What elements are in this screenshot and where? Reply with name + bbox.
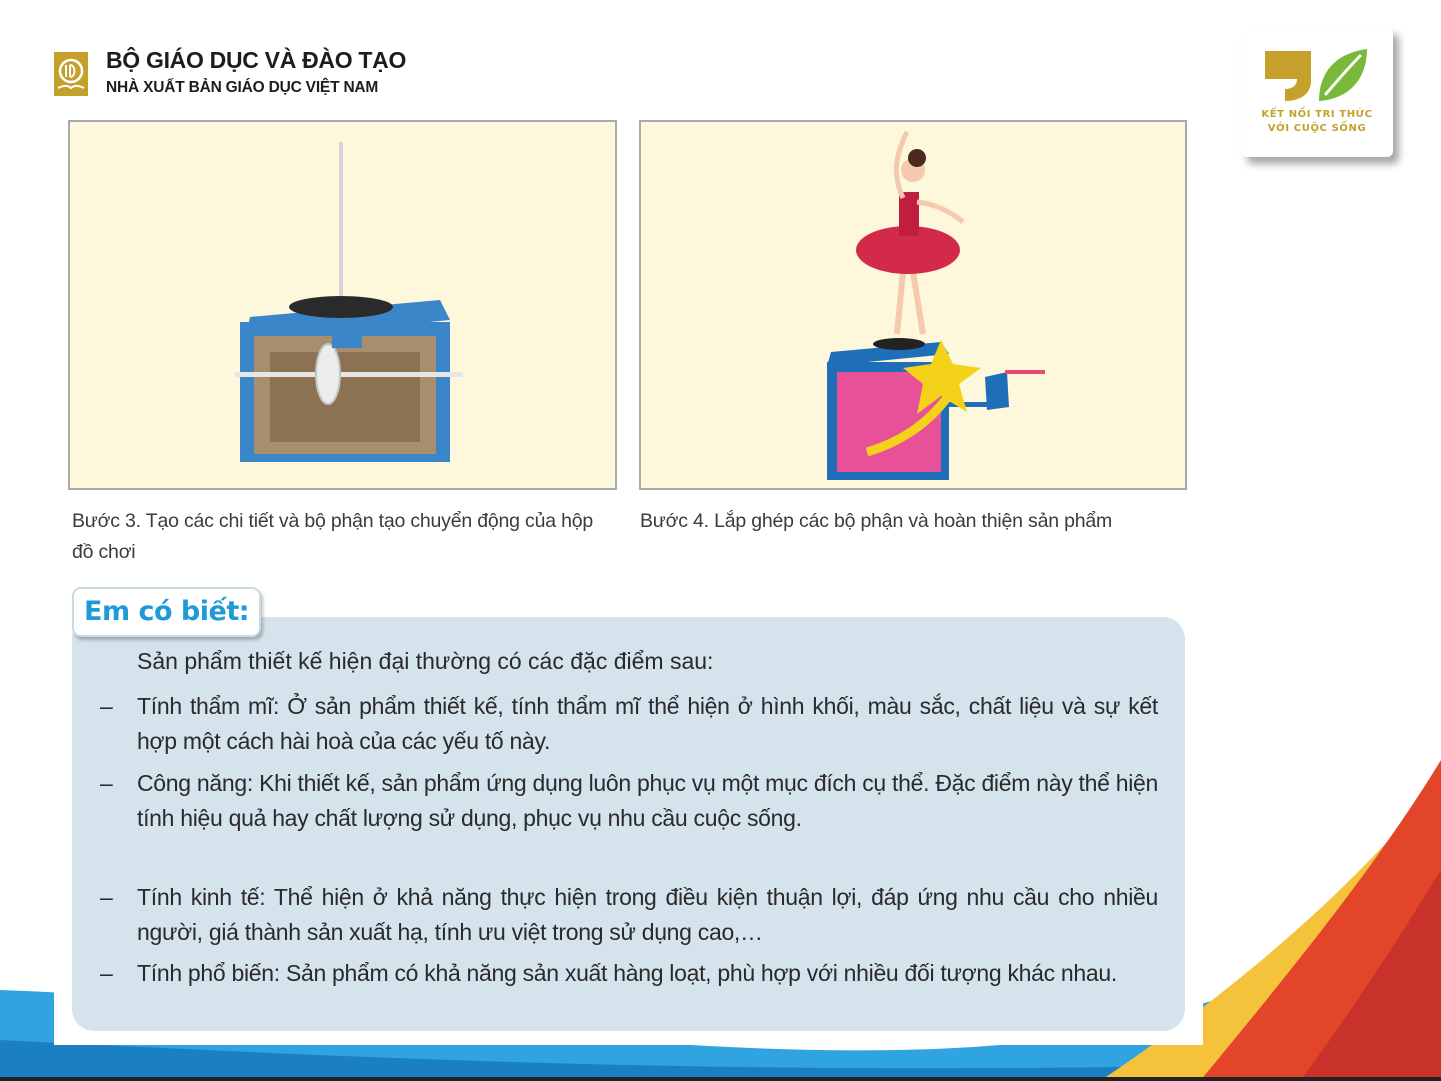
list-dash: – xyxy=(100,884,113,910)
publisher-name: BỘ GIÁO DỤC VÀ ĐÀO TẠO xyxy=(106,47,407,73)
figure-caption-step3: Bước 3. Tạo các chi tiết và bộ phận tạo chuyển động của hộp đồ chơi xyxy=(72,510,594,563)
cardboard-box-mechanism-image xyxy=(70,122,617,490)
list-item-text: Công năng: Khi thiết kế, sản phẩm ứng dụng luôn phục vụ một mục đích cụ thể. Đặc điểm này thể hiện tính hiệu quả hay chất lượng sử dụng, phục vụ nhu cầu cuộc sống. xyxy=(137,770,1158,831)
leaf-logo-icon xyxy=(1263,47,1369,103)
figure-caption-step4: Bước 4. Lắp ghép các bộ phận và hoàn thiện sản phẩm xyxy=(640,510,1113,532)
publisher-subname: NHÀ XUẤT BẢN GIÁO DỤC VIỆT NAM xyxy=(106,79,379,96)
list-item-text: Tính phổ biến: Sản phẩm có khả năng sản xuất hàng loạt, phù hợp với nhiều đối tượng khác nhau. xyxy=(137,960,1117,986)
list-dash: – xyxy=(100,960,113,986)
list-dash: – xyxy=(100,693,113,719)
info-box-intro: Sản phẩm thiết kế hiện đại thường có các đặc điểm sau: xyxy=(137,648,714,674)
brand-slogan-line1: KẾT NỐI TRI THỨC xyxy=(1261,109,1373,120)
photo-step3 xyxy=(68,120,617,490)
list-item-text: Tính kinh tế: Thể hiện ở khả năng thực hiện trong điều kiện thuận lợi, đáp ứng nhu cầu cho nhiều người, giá thành sản xuất hạ, tính ưu việt trong sử dụng cao,… xyxy=(137,884,1158,945)
brand-card xyxy=(1241,27,1393,157)
list-item-text: Tính thẩm mĩ: Ở sản phẩm thiết kế, tính thẩm mĩ thể hiện ở hình khối, màu sắc, chất liệu và sự kết hợp một cách hài hoà của các yếu tố này. xyxy=(137,693,1158,754)
info-box-tag: Em có biết: xyxy=(72,587,261,637)
list-dash: – xyxy=(100,770,113,796)
publisher-logo-icon xyxy=(54,52,88,96)
photo-step4 xyxy=(639,120,1187,490)
brand-slogan-line2: VỚI CUỘC SỐNG xyxy=(1267,123,1367,134)
ballerina-music-box-image xyxy=(641,122,1187,490)
